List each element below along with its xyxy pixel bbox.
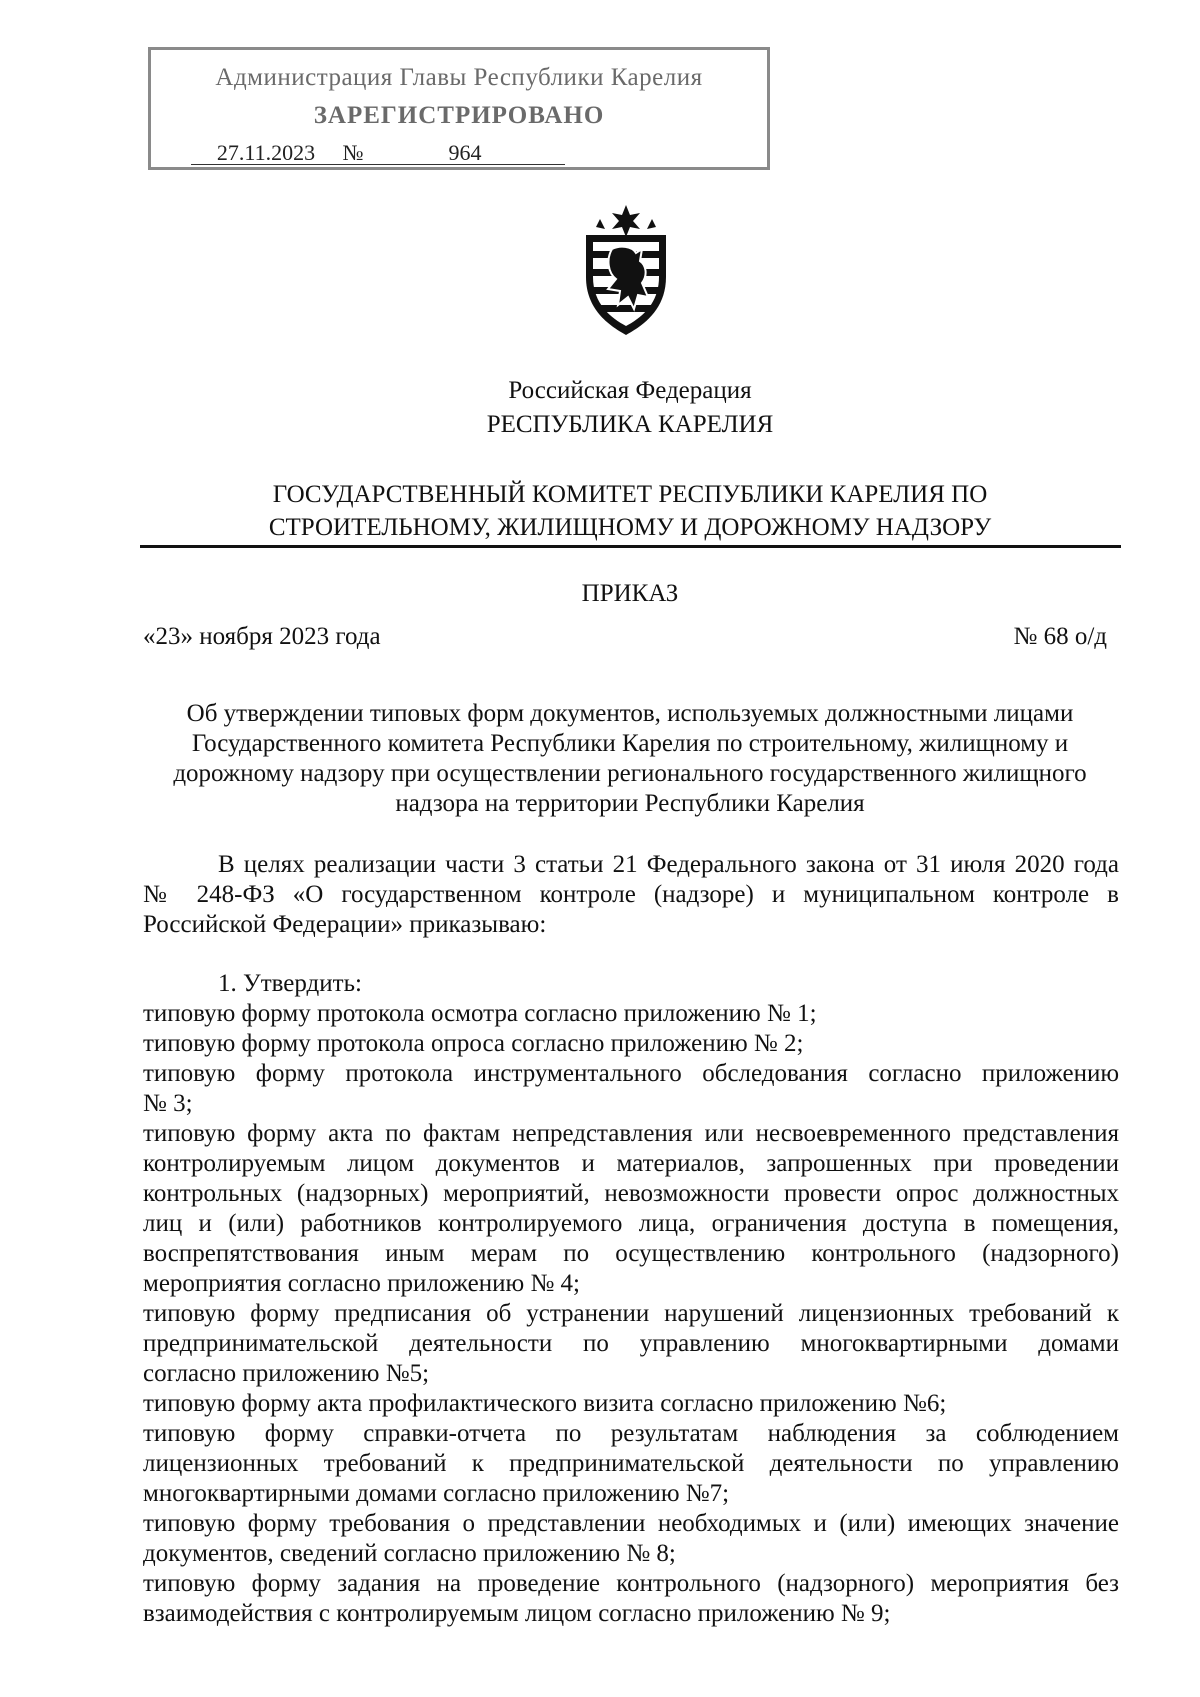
committee-name-line1: ГОСУДАРСТВЕННЫЙ КОМИТЕТ РЕСПУБЛИКИ КАРЕЛИЯ ПО bbox=[272, 481, 988, 508]
list-item: мероприятия согласно приложению № 4; bbox=[143, 1270, 580, 1297]
list-item: воспрепятствования иным мерам по осуществлению контрольного (надзорного) bbox=[143, 1240, 1119, 1267]
list-item: типовую форму акта по фактам непредставления или несвоевременного представления bbox=[143, 1120, 1119, 1147]
header-divider bbox=[140, 545, 1121, 548]
order-number: № 68 о/д bbox=[1013, 623, 1107, 650]
subject-line4: надзора на территории Республики Карелия bbox=[395, 790, 865, 817]
registration-stamp bbox=[148, 47, 770, 170]
subject-line2: Государственного комитета Республики Карелия по строительному, жилищному и bbox=[191, 730, 1069, 757]
preamble-line1: В целях реализации части 3 статьи 21 Федерального закона от 31 июля 2020 года bbox=[218, 851, 1119, 878]
stamp-registered: ЗАРЕГИСТРИРОВАНО bbox=[313, 102, 605, 129]
stamp-date: 27.11.2023 bbox=[191, 142, 341, 165]
list-item: документов, сведений согласно приложению № 8; bbox=[143, 1540, 676, 1567]
list-item: контрольных (надзорных) мероприятий, невозможности провести опрос должностных bbox=[143, 1180, 1119, 1207]
list-item: типовую форму задания на проведение контрольного (надзорного) мероприятия без bbox=[143, 1570, 1119, 1597]
stamp-registration-info bbox=[191, 140, 565, 166]
list-item: согласно приложению №5; bbox=[143, 1360, 430, 1387]
subject-line3: дорожному надзору при осуществлении регионального государственного жилищного bbox=[173, 760, 1087, 787]
subject-line1: Об утверждении типовых форм документов, используемых должностными лицами bbox=[186, 700, 1074, 727]
country-name: Российская Федерация bbox=[508, 377, 752, 404]
committee-name-line2: СТРОИТЕЛЬНОМУ, ЖИЛИЩНОМУ И ДОРОЖНОМУ НАДЗОРУ bbox=[268, 514, 992, 541]
list-item: взаимодействия с контролируемым лицом согласно приложению № 9; bbox=[143, 1600, 891, 1627]
list-item: типовую форму требования о представлении необходимых и (или) имеющих значение bbox=[143, 1510, 1119, 1537]
preamble-line2: № 248-ФЗ «О государственном контроле (надзоре) и муниципальном контроле в bbox=[143, 881, 1119, 908]
item1-heading: 1. Утвердить: bbox=[218, 970, 362, 997]
list-item: типовую форму протокола осмотра согласно приложению № 1; bbox=[143, 1000, 817, 1027]
republic-name: РЕСПУБЛИКА КАРЕЛИЯ bbox=[486, 411, 774, 438]
list-item: многоквартирными домами согласно приложению №7; bbox=[143, 1480, 730, 1507]
stamp-number-sign: № bbox=[342, 140, 364, 165]
preamble-line3: Российской Федерации» приказываю: bbox=[143, 911, 547, 938]
list-item: типовую форму протокола инструментального обследования согласно приложению bbox=[143, 1060, 1119, 1087]
karelia-coat-of-arms-icon bbox=[578, 205, 674, 337]
list-item: предпринимательской деятельности по управлению многоквартирными домами bbox=[143, 1330, 1119, 1357]
stamp-authority: Администрация Главы Республики Карелия bbox=[215, 64, 703, 91]
order-date: «23» ноября 2023 года bbox=[143, 623, 381, 650]
list-item: типовую форму протокола опроса согласно приложению № 2; bbox=[143, 1030, 804, 1057]
stamp-number: 964 bbox=[365, 142, 565, 165]
list-item: лицензионных требований к предпринимательской деятельности по управлению bbox=[143, 1450, 1119, 1477]
list-item: лиц и (или) работников контролируемого лица, ограничения доступа в помещения, bbox=[143, 1210, 1119, 1237]
list-item: типовую форму акта профилактического визита согласно приложению №6; bbox=[143, 1390, 947, 1417]
list-item: типовую форму предписания об устранении нарушений лицензионных требований к bbox=[143, 1300, 1119, 1327]
list-item: типовую форму справки-отчета по результатам наблюдения за соблюдением bbox=[143, 1420, 1119, 1447]
list-item: контролируемым лицом документов и материалов, запрошенных при проведении bbox=[143, 1150, 1119, 1177]
document-title: ПРИКАЗ bbox=[581, 580, 679, 607]
list-item: № 3; bbox=[143, 1090, 193, 1117]
